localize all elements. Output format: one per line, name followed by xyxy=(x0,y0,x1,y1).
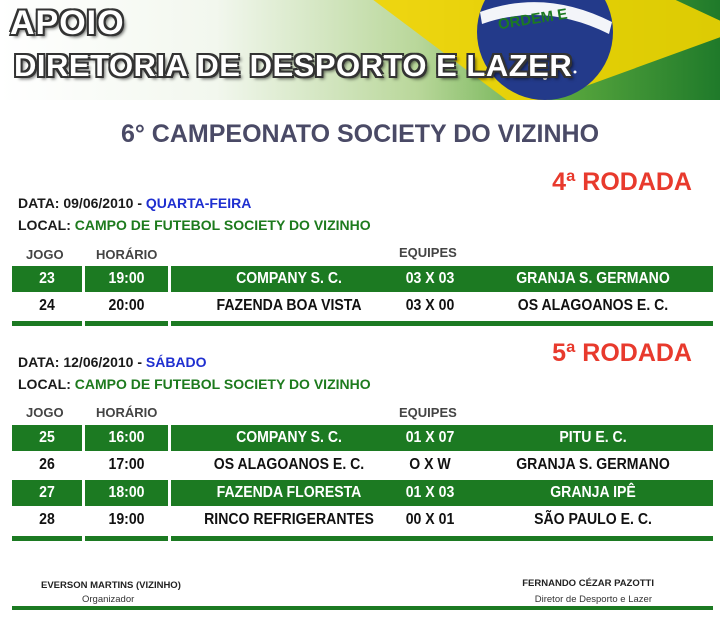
local-value: CAMPO DE FUTEBOL SOCIETY DO VIZINHO xyxy=(74,376,371,392)
game-time: 19:00 xyxy=(108,270,145,287)
score: 00 X 01 xyxy=(405,511,455,528)
date-label: DATA: xyxy=(18,195,60,211)
round-4-label: 4ª RODADA xyxy=(552,168,692,196)
table-row xyxy=(12,293,713,319)
home-team: FAZENDA FLORESTA xyxy=(216,484,362,501)
score: 01 X 03 xyxy=(405,484,455,501)
table-row xyxy=(12,425,713,451)
round-4-date xyxy=(18,195,251,211)
game-number: 24 xyxy=(39,297,55,314)
header-game: JOGO xyxy=(26,405,64,420)
flag-motto-text: ORDEM E xyxy=(496,5,569,34)
weekday: SÁBADO xyxy=(145,354,207,370)
away-team: OS ALAGOANOS E. C. xyxy=(517,297,669,314)
organizer-role: Organizador xyxy=(82,594,135,605)
table-row xyxy=(12,266,713,292)
home-team: COMPANY S. C. xyxy=(236,429,342,446)
game-time: 16:00 xyxy=(108,429,145,446)
header-game: JOGO xyxy=(26,247,64,262)
game-number: 27 xyxy=(39,484,55,501)
home-team: RINCO REFRIGERANTES xyxy=(204,511,374,528)
score: 03 X 03 xyxy=(405,270,455,287)
game-time: 20:00 xyxy=(108,297,145,314)
organizer-name: EVERSON MARTINS (VIZINHO) xyxy=(41,580,181,591)
score: 03 X 00 xyxy=(405,297,455,314)
table-row xyxy=(12,480,713,506)
game-number: 23 xyxy=(39,270,55,287)
banner-title: APOIO xyxy=(10,4,125,42)
weekday: QUARTA-FEIRA xyxy=(145,195,252,211)
table-row xyxy=(12,507,713,533)
score: 01 X 07 xyxy=(405,429,455,446)
header-time: HORÁRIO xyxy=(96,405,158,420)
table-row xyxy=(12,452,713,478)
round-5-date xyxy=(18,354,207,370)
header-teams: EQUIPES xyxy=(399,405,457,420)
home-team: OS ALAGOANOS E. C. xyxy=(213,456,365,473)
header-time: HORÁRIO xyxy=(96,247,158,262)
page-title: 6° CAMPEONATO SOCIETY DO VIZINHO xyxy=(120,120,600,148)
away-team: GRANJA S. GERMANO xyxy=(516,270,670,287)
round-4-local xyxy=(18,217,371,233)
round-5-label: 5ª RODADA xyxy=(552,339,692,367)
date-value: 12/06/2010 - xyxy=(63,354,142,370)
banner-subtitle: DIRETORIA DE DESPORTO E LAZER xyxy=(14,48,573,83)
away-team: GRANJA IPÊ xyxy=(550,484,636,501)
director-role: Diretor de Desporto e Lazer xyxy=(534,594,652,605)
table-bottom-border xyxy=(12,321,713,326)
header-teams: EQUIPES xyxy=(399,245,457,260)
director-name: FERNANDO CÉZAR PAZOTTI xyxy=(522,578,654,589)
game-time: 19:00 xyxy=(108,511,145,528)
local-value: CAMPO DE FUTEBOL SOCIETY DO VIZINHO xyxy=(74,217,371,233)
home-team: FAZENDA BOA VISTA xyxy=(216,297,362,314)
score: O X W xyxy=(409,456,451,473)
round-5-local xyxy=(18,376,371,392)
footer-divider xyxy=(12,606,713,610)
table-bottom-border xyxy=(12,536,713,541)
date-value: 09/06/2010 - xyxy=(63,195,142,211)
home-team: COMPANY S. C. xyxy=(236,270,342,287)
local-label: LOCAL: xyxy=(18,217,71,233)
game-number: 25 xyxy=(39,429,55,446)
game-time: 17:00 xyxy=(108,456,145,473)
header-banner xyxy=(0,0,720,100)
game-time: 18:00 xyxy=(108,484,145,501)
local-label: LOCAL: xyxy=(18,376,71,392)
away-team: SÃO PAULO E. C. xyxy=(534,511,652,528)
away-team: PITU E. C. xyxy=(559,429,627,446)
date-label: DATA: xyxy=(18,354,60,370)
game-number: 28 xyxy=(39,511,55,528)
game-number: 26 xyxy=(39,456,55,473)
away-team: GRANJA S. GERMANO xyxy=(516,456,670,473)
